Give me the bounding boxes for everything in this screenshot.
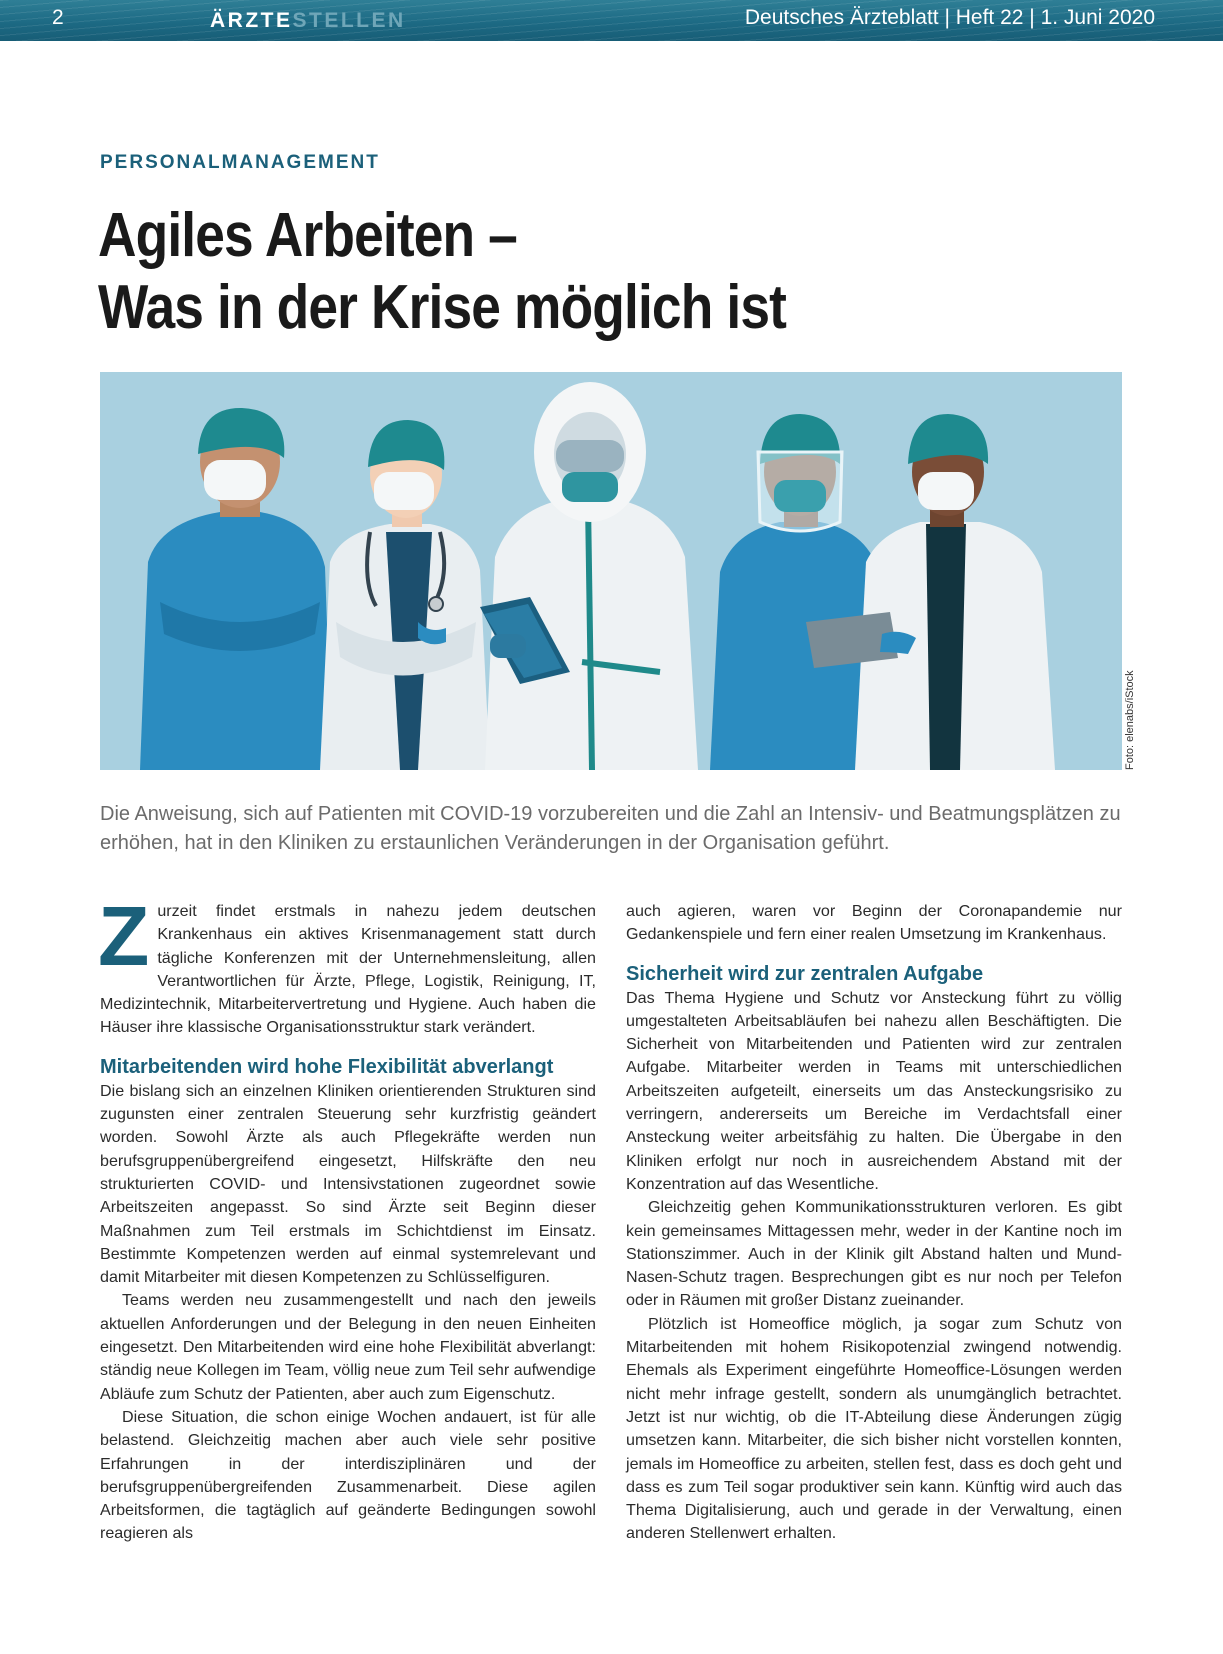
brand-part2: STELLEN bbox=[292, 9, 406, 32]
paragraph: auch agieren, waren vor Beginn der Coronapandemie nur Gedankenspiele und fern einer realen Umsetzung im Krankenhaus. bbox=[626, 902, 1122, 944]
paragraph: Das Thema Hygiene und Schutz vor Ansteckung führt zu völlig umgestalteten Arbeitsabläufen bei nahezu allen Beschäftigten. Die Sicherheit von Mitarbeitenden und Patienten wird zur zentralen Aufgabe. Mitarbeiter werden in Teams mit unterschiedlichen Arbeitszeiten aufgeteilt, einerseits um das Ansteckungsrisiko zu verringern, andererseits um Bereiche im Verdachtsfall einer Ansteckung weiter arbeitsfähig zu halten. Die Übergabe in den Kliniken erfolgt nur noch in ausreichendem Abstand mit der Konzentration auf das Wesentliche. bbox=[626, 988, 1122, 1193]
paragraph: Die bislang sich an einzelnen Kliniken orientierenden Strukturen sind zugunsten einer zentralen Steuerung sehr kurzfristig geändert worden. Sowohl Ärzte als auch Pflegekräfte werden nun berufsgruppenübergreifend eingesetzt, Hilfskräfte den neu strukturierten COVID- und Intensivstationen zugeordnet sowie Arbeitszeiten angepasst. So sind Ärzte seit Beginn dieser Maßnahmen zum Teil erstmals im Schichtdienst im Einsatz. Bestimmte Kompetenzen werden auf einmal systemrelevant und damit Mitarbeiter mit diesen Kompetenzen zu Schlüsselfiguren. bbox=[100, 1081, 596, 1287]
medical-staff-illustration bbox=[100, 372, 1122, 770]
subheading-safety: Sicherheit wird zur zentralen Aufgabe bbox=[626, 962, 984, 985]
title-line-2: Was in der Krise möglich ist bbox=[98, 273, 787, 342]
section-kicker: PERSONALMANAGEMENT bbox=[100, 152, 380, 173]
brand-logo bbox=[210, 9, 406, 33]
page-number: 2 bbox=[52, 6, 64, 29]
photo-credit: Foto: elenabs/iStock bbox=[1124, 670, 1136, 770]
article-illustration bbox=[100, 372, 1122, 770]
intro-paragraph bbox=[98, 889, 596, 1040]
article-title bbox=[98, 200, 958, 344]
intro-text: urzeit findet erstmals in nahezu jedem deutschen Krankenhaus ein aktives Krisenmanagement statt durch tägliche Konferenzen mit der Unternehmensleitung, allen Verantwortlichen für Ärzte, Pflege, Logistik, Reinigung, IT, Medizintechnik, Mitarbeitervertretung und Hygiene. Auch haben die Häuser ihre klassische Organisationsstruktur stark verändert. bbox=[100, 902, 596, 1037]
issue-info: Deutsches Ärzteblatt | Heft 22 | 1. Juni 2020 bbox=[744, 6, 1155, 29]
text-column-right bbox=[626, 900, 1122, 1546]
subheading-flexibility: Mitarbeitenden wird hohe Flexibilität abverlangt bbox=[100, 1055, 554, 1078]
brand-part1: ÄRZTE bbox=[210, 9, 293, 32]
title-line-1: Agiles Arbeiten – bbox=[98, 201, 517, 270]
text-column-left bbox=[98, 889, 596, 1546]
paragraph: Teams werden neu zusammengestellt und nach den jeweils aktuellen Anforderungen und der Belegung in den neuen Einheiten eingesetzt. Den Mitarbeitenden wird eine hohe Flexibilität abverlangt: ständig neue Kollegen im Team, völlig neue zum Teil sehr aufwendige Abläufe zum Schutz der Patienten, aber auch zum Eigenschutz. bbox=[100, 1291, 596, 1403]
header-bar bbox=[0, 0, 1223, 41]
paragraph: Gleichzeitig gehen Kommunikationsstrukturen verloren. Es gibt kein gemeinsames Mittagessen mehr, weder in der Kantine noch im Stationszimmer. Auch in der Klinik gilt Abstand halten und Mund-Nasen-Schutz tragen. Besprechungen gibt es nur noch per Telefon oder in Räumen mit großer Distanz zueinander. bbox=[626, 1198, 1122, 1310]
paragraph: Diese Situation, die schon einige Wochen andauert, ist für alle belastend. Gleichzeitig machen aber auch viele sehr positive Erfahrungen in der interdisziplinären und der berufsgruppenübergreifenden Zusammenarbeit. Diese agilen Arbeitsformen, die tagtäglich auf geänderte Bedingungen sowohl reagieren als bbox=[100, 1407, 596, 1543]
paragraph: Plötzlich ist Homeoffice möglich, ja sogar zum Schutz von Mitarbeitenden mit hohem Risikopotenzial zwingend notwendig. Ehemals als Experiment eingeführte Homeoffice-Lösungen werden nicht mehr infrage gestellt, sondern als unumgänglich betrachtet. Jetzt ist nur wichtig, ob die IT-Abteilung diese Änderungen zügig umsetzen kann. Mitarbeiter, die sich bisher nicht vorstellen konnten, jemals im Homeoffice zu arbeiten, stellen fest, dass es doch geht und dass es zum Teil sogar produktiver sein kann. Künftig wird auch das Thema Digitalisierung, auch und gerade in der Verwaltung, einen anderen Stellenwert erhalten. bbox=[626, 1314, 1122, 1543]
drop-cap: Z bbox=[98, 889, 150, 983]
article-lead: Die Anweisung, sich auf Patienten mit COVID-19 vorzubereiten und die Zahl an Intensiv- und Beatmungsplätzen zu erhöhen, hat in den Kliniken zu erstaunlichen Veränderungen in der Organisation geführt. bbox=[100, 803, 1121, 854]
